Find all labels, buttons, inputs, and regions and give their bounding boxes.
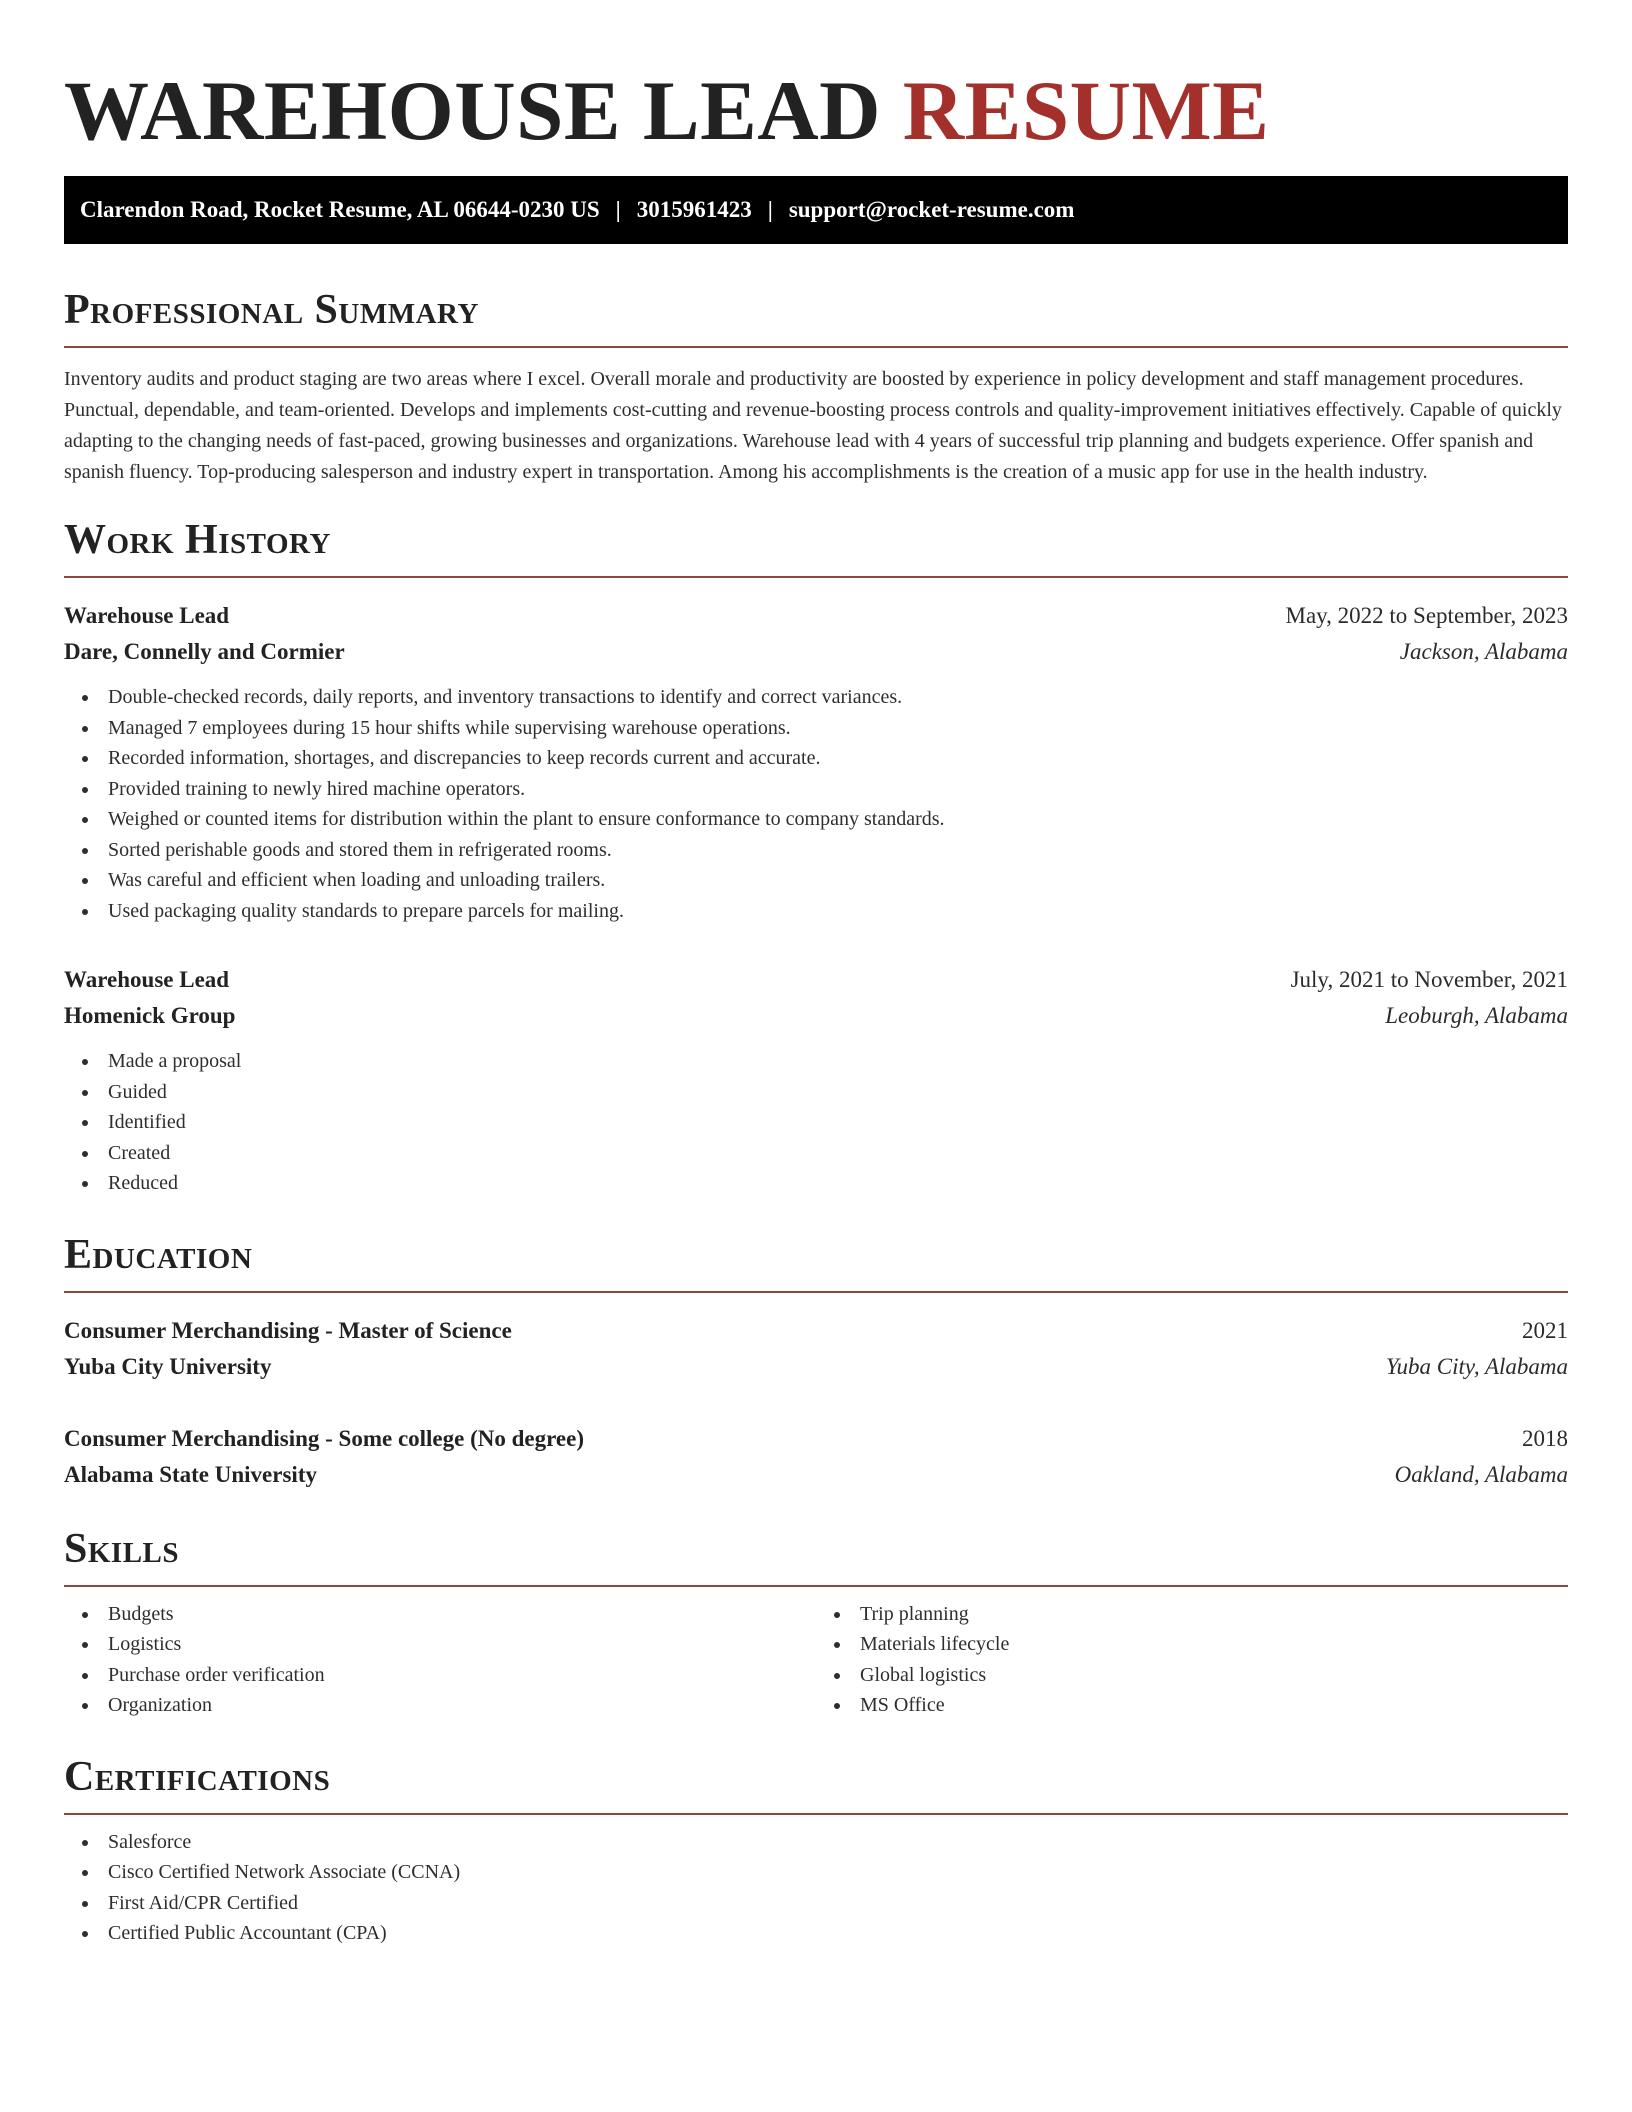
job-header-row — [64, 598, 1568, 634]
job-entry — [64, 598, 1568, 926]
education-degree-row — [64, 1313, 1568, 1349]
education-entry — [64, 1313, 1568, 1385]
list-item: Identified — [64, 1107, 1568, 1138]
list-item: Made a proposal — [64, 1046, 1568, 1077]
work-history-section — [64, 518, 1568, 1199]
certification-item: First Aid/CPR Certified — [64, 1888, 1568, 1919]
certification-item: Salesforce — [64, 1827, 1568, 1858]
education-degree-row — [64, 1421, 1568, 1457]
certification-item: Certified Public Accountant (CPA) — [64, 1918, 1568, 1949]
skill-item: Logistics — [64, 1629, 816, 1660]
section-divider — [64, 576, 1568, 578]
list-item: Guided — [64, 1077, 1568, 1108]
job-header-row — [64, 962, 1568, 998]
education-location: Oakland, Alabama — [1394, 1461, 1568, 1487]
list-item: Provided training to newly hired machine operators. — [64, 774, 1568, 805]
list-item: Recorded information, shortages, and discrepancies to keep records current and accurate. — [64, 743, 1568, 774]
section-heading: Certifications — [64, 1753, 331, 1800]
section-heading: Education — [64, 1231, 253, 1278]
certification-item: Cisco Certified Network Associate (CCNA) — [64, 1857, 1568, 1888]
education-degree: Consumer Merchandising - Some college (No degree) — [64, 1425, 584, 1451]
contact-phone: 3015961423 — [636, 197, 752, 222]
section-divider — [64, 346, 1568, 348]
job-dates: July, 2021 to November, 2021 — [1290, 967, 1568, 992]
contact-separator: | — [615, 197, 621, 222]
contact-email: support@rocket-resume.com — [788, 197, 1075, 222]
skill-item: Trip planning — [816, 1599, 1568, 1630]
section-divider — [64, 1291, 1568, 1293]
job-bullet-list — [64, 682, 1568, 926]
resume-title — [64, 58, 1568, 166]
job-title: Warehouse Lead — [64, 603, 230, 628]
skills-section — [64, 1527, 1568, 1721]
list-item: Sorted perishable goods and stored them in refrigerated rooms. — [64, 835, 1568, 866]
education-year: 2018 — [1522, 1425, 1568, 1451]
skills-grid — [64, 1599, 1568, 1721]
education-section — [64, 1233, 1568, 1493]
skill-item: Organization — [64, 1690, 816, 1721]
job-dates: May, 2022 to September, 2023 — [1285, 603, 1568, 628]
contact-separator: | — [767, 197, 773, 222]
certifications-section — [64, 1755, 1568, 1949]
section-heading: Professional Summary — [64, 287, 479, 333]
skill-item: MS Office — [816, 1690, 1568, 1721]
contact-address: Clarendon Road, Rocket Resume, AL 06644-0230 US — [80, 197, 600, 222]
skills-list-left — [64, 1599, 816, 1721]
list-item: Managed 7 employees during 15 hour shifts while supervising warehouse operations. — [64, 713, 1568, 744]
title-main: WAREHOUSE LEAD — [64, 64, 882, 158]
list-item: Reduced — [64, 1168, 1568, 1199]
contact-bar — [64, 176, 1568, 244]
education-degree: Consumer Merchandising - Master of Science — [64, 1317, 512, 1343]
list-item: Created — [64, 1138, 1568, 1169]
education-school: Yuba City University — [64, 1353, 272, 1379]
certifications-list — [64, 1827, 1568, 1949]
list-item: Was careful and efficient when loading and unloading trailers. — [64, 865, 1568, 896]
education-school-row — [64, 1349, 1568, 1385]
job-company-row — [64, 998, 1568, 1034]
list-item: Double-checked records, daily reports, and inventory transactions to identify and correct variances. — [64, 682, 1568, 713]
section-heading: Skills — [64, 1525, 180, 1572]
job-location: Jackson, Alabama — [1399, 639, 1568, 664]
job-title: Warehouse Lead — [64, 967, 230, 992]
skill-item: Budgets — [64, 1599, 816, 1630]
education-school-row — [64, 1457, 1568, 1493]
education-location: Yuba City, Alabama — [1385, 1353, 1568, 1379]
summary-text: Inventory audits and product staging are two areas where I excel. Overall morale and productivity are boosted by experience in policy development and staff management procedures. Punctual, dependable, and team-oriented. Develops and implements cost-cutting and revenue-boosting process controls and quality-improvement initiatives effectively. Capable of quickly adapting to the changing needs of fast-paced, growing businesses and organizations. Warehouse lead with 4 years of successful trip planning and budgets experience. Offer spanish and spanish fluency. Top-producing salesperson and industry expert in transportation. Among his accomplishments is the creation of a music app for use in the health industry. — [64, 368, 1562, 483]
job-location: Leoburgh, Alabama — [1385, 1003, 1568, 1028]
skill-item: Purchase order verification — [64, 1660, 816, 1691]
professional-summary-section — [64, 288, 1568, 488]
section-heading: Work History — [64, 517, 331, 563]
list-item: Used packaging quality standards to prepare parcels for mailing. — [64, 896, 1568, 927]
list-item: Weighed or counted items for distribution within the plant to ensure conformance to company standards. — [64, 804, 1568, 835]
section-divider — [64, 1813, 1568, 1815]
skills-list-right — [816, 1599, 1568, 1721]
job-entry — [64, 962, 1568, 1199]
job-bullet-list — [64, 1046, 1568, 1199]
skill-item: Global logistics — [816, 1660, 1568, 1691]
education-year: 2021 — [1522, 1317, 1568, 1343]
section-divider — [64, 1585, 1568, 1587]
education-entry — [64, 1421, 1568, 1493]
job-company: Homenick Group — [64, 1003, 236, 1028]
skill-item: Materials lifecycle — [816, 1629, 1568, 1660]
education-school: Alabama State University — [64, 1461, 317, 1487]
title-accent: RESUME — [902, 64, 1270, 158]
job-company-row — [64, 634, 1568, 670]
job-company: Dare, Connelly and Cormier — [64, 639, 345, 664]
